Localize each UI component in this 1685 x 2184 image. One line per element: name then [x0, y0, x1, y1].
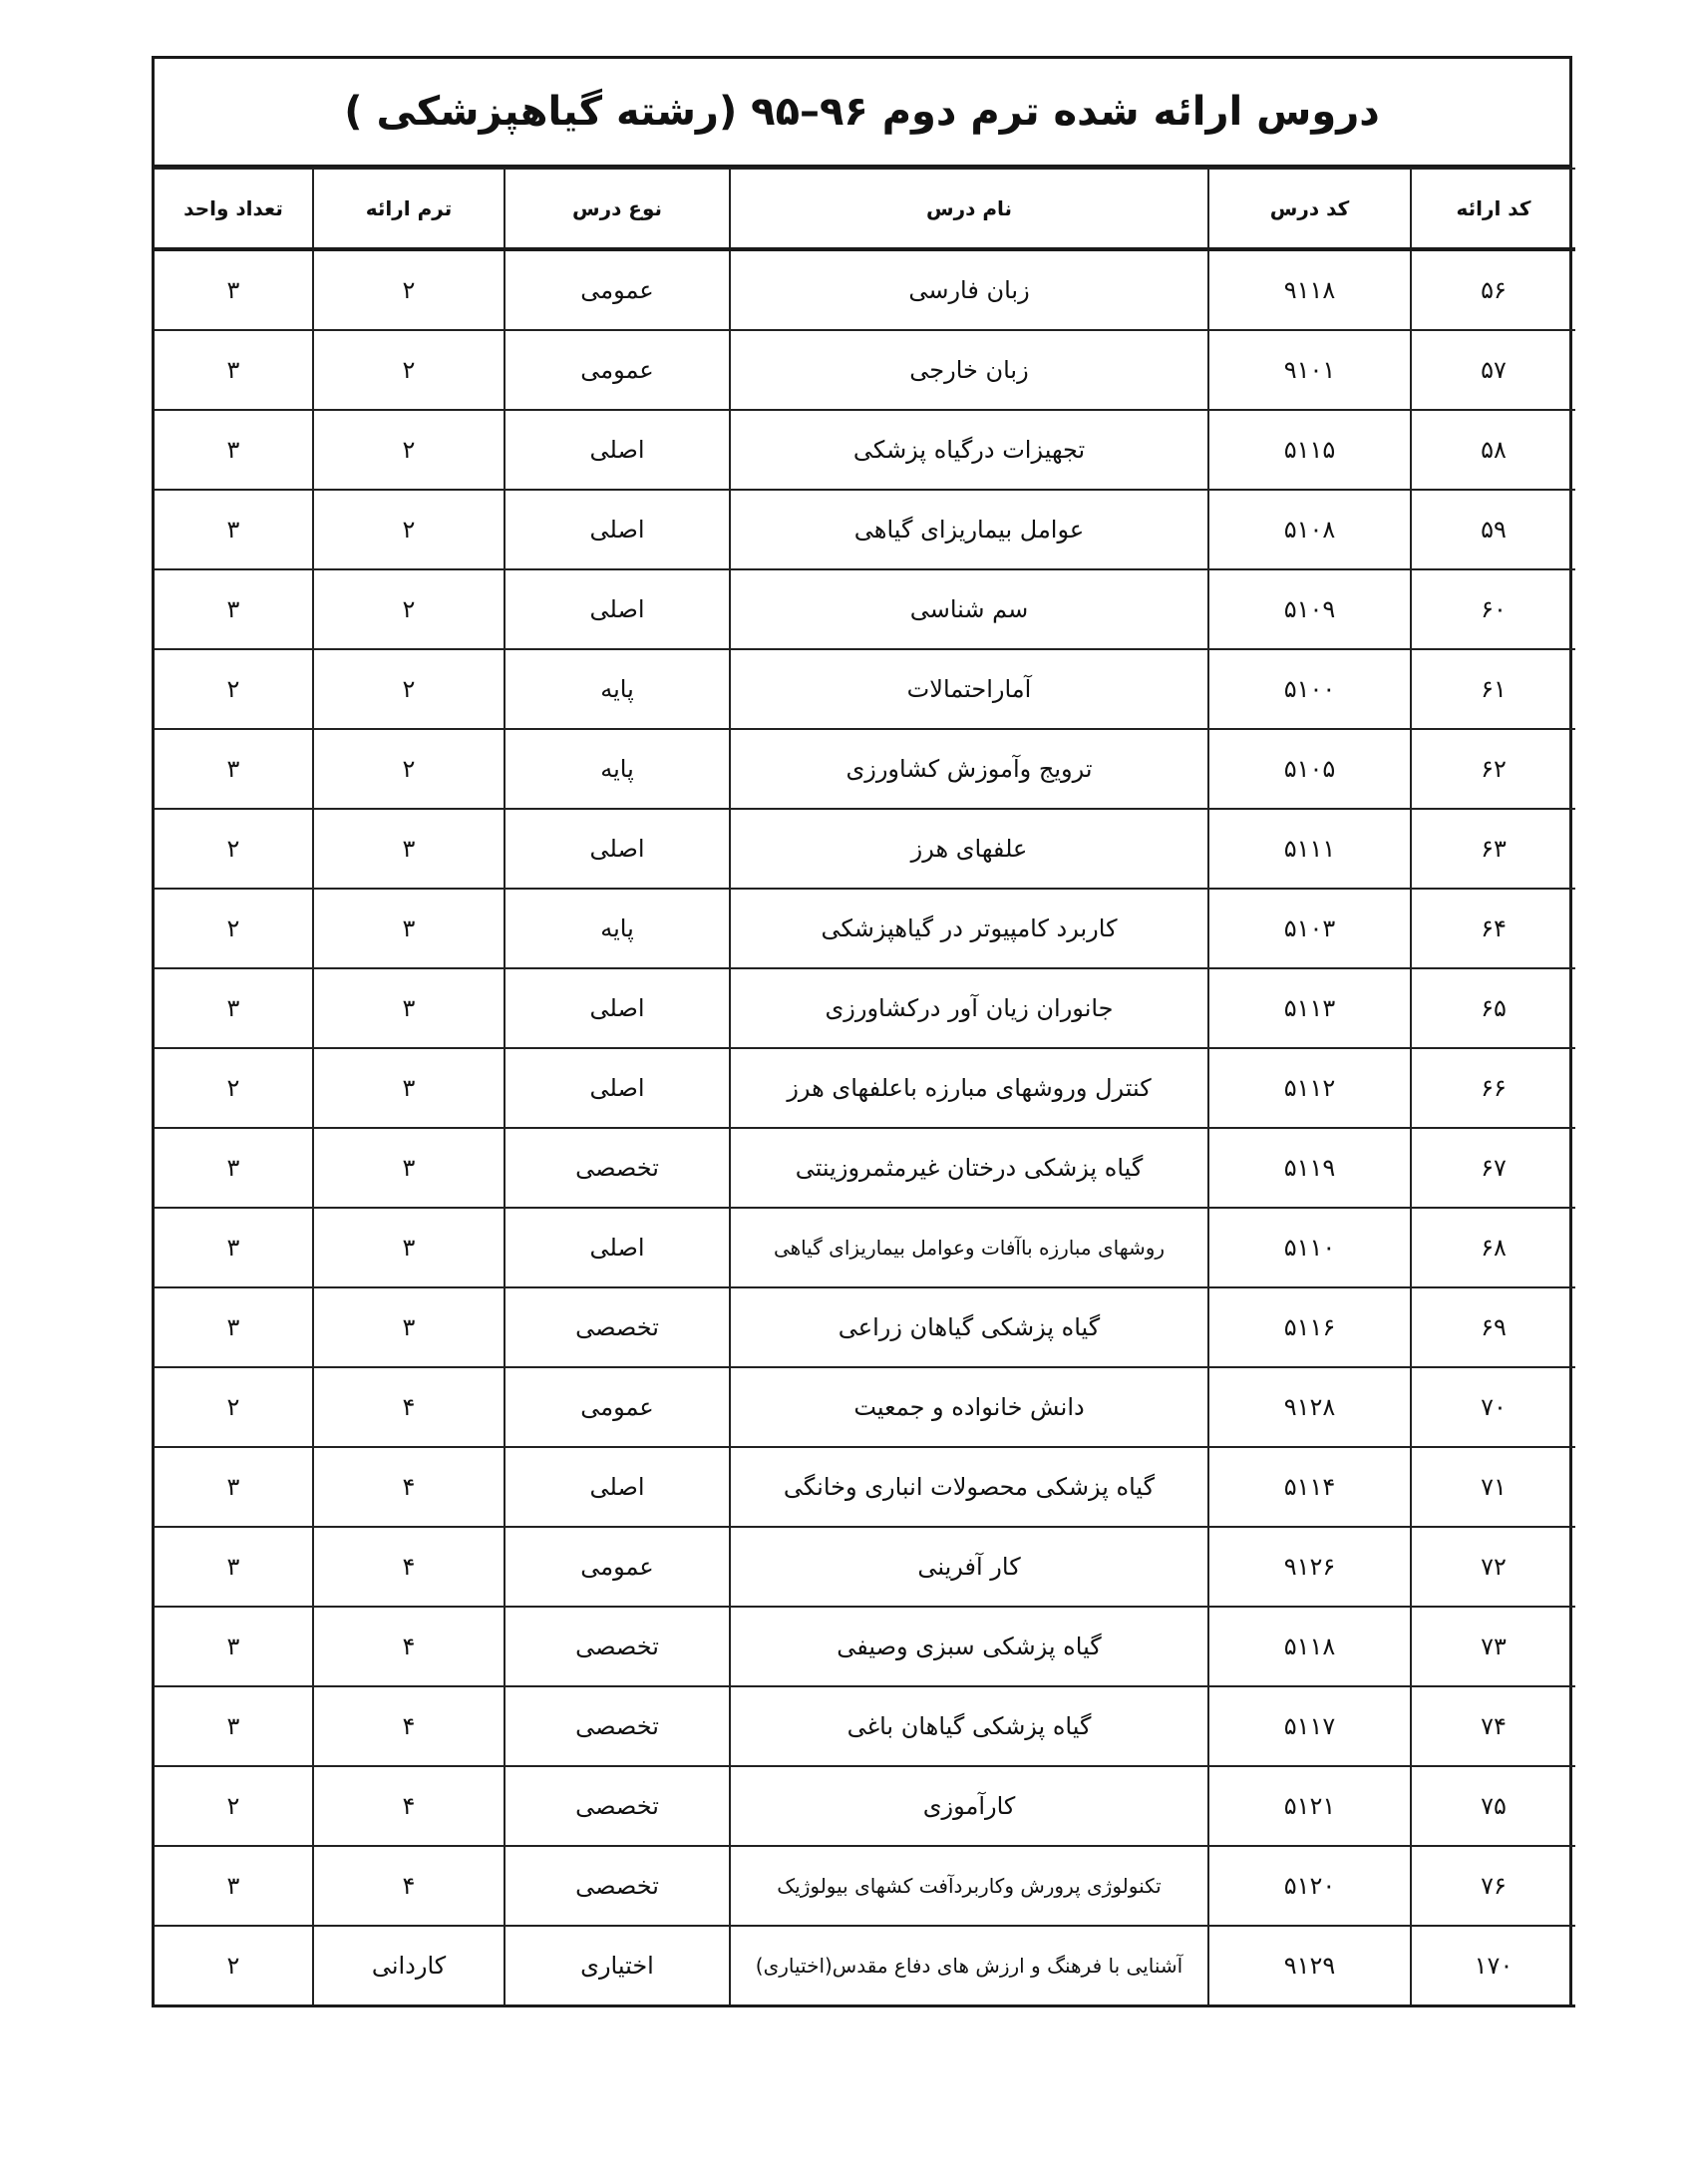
cell-term: ۳ — [313, 968, 505, 1048]
cell-course-code: ۵۱۲۱ — [1208, 1766, 1411, 1846]
cell-units: ۳ — [155, 1447, 313, 1527]
cell-units: ۳ — [155, 410, 313, 490]
cell-term: ۴ — [313, 1527, 505, 1607]
cell-offer-code: ۶۱ — [1411, 649, 1575, 729]
table-row — [155, 889, 1575, 968]
table-row — [155, 1208, 1575, 1287]
cell-units: ۲ — [155, 1048, 313, 1128]
cell-course-type: اصلی — [505, 968, 730, 1048]
cell-course-name: علفهای هرز — [730, 809, 1208, 889]
cell-course-type: تخصصی — [505, 1686, 730, 1766]
cell-course-type: عمومی — [505, 1527, 730, 1607]
cell-course-type: اصلی — [505, 1048, 730, 1128]
cell-offer-code: ۶۶ — [1411, 1048, 1575, 1128]
cell-course-code: ۵۱۱۰ — [1208, 1208, 1411, 1287]
cell-units: ۲ — [155, 1926, 313, 2006]
cell-course-name: گیاه پزشکی گیاهان زراعی — [730, 1287, 1208, 1367]
cell-course-type: اصلی — [505, 490, 730, 569]
table-row — [155, 1447, 1575, 1527]
cell-units: ۳ — [155, 1846, 313, 1926]
table-row — [155, 1607, 1575, 1686]
course-table — [155, 168, 1575, 2007]
cell-term: کاردانی — [313, 1926, 505, 2006]
cell-units: ۳ — [155, 1607, 313, 1686]
cell-course-code: ۵۱۱۷ — [1208, 1686, 1411, 1766]
table-row — [155, 649, 1575, 729]
cell-course-type: اصلی — [505, 569, 730, 649]
cell-course-code: ۹۱۱۸ — [1208, 249, 1411, 330]
cell-units: ۳ — [155, 968, 313, 1048]
cell-term: ۲ — [313, 490, 505, 569]
table-row — [155, 490, 1575, 569]
table-row — [155, 249, 1575, 330]
cell-course-name: گیاه پزشکی درختان غیرمثمروزینتی — [730, 1128, 1208, 1208]
cell-offer-code: ۷۰ — [1411, 1367, 1575, 1447]
cell-term: ۴ — [313, 1766, 505, 1846]
cell-course-code: ۵۱۱۴ — [1208, 1447, 1411, 1527]
cell-term: ۴ — [313, 1686, 505, 1766]
cell-course-name: عوامل بیماریزای گیاهی — [730, 490, 1208, 569]
cell-offer-code: ۵۶ — [1411, 249, 1575, 330]
cell-units: ۳ — [155, 1287, 313, 1367]
table-row — [155, 1287, 1575, 1367]
cell-units: ۳ — [155, 1686, 313, 1766]
table-row — [155, 968, 1575, 1048]
cell-course-name: زبان فارسی — [730, 249, 1208, 330]
cell-course-code: ۵۱۱۱ — [1208, 809, 1411, 889]
cell-term: ۴ — [313, 1447, 505, 1527]
cell-term: ۲ — [313, 649, 505, 729]
cell-course-code: ۵۱۱۸ — [1208, 1607, 1411, 1686]
cell-offer-code: ۶۷ — [1411, 1128, 1575, 1208]
cell-course-name: کار آفرینی — [730, 1527, 1208, 1607]
cell-course-code: ۹۱۲۶ — [1208, 1527, 1411, 1607]
cell-course-type: عمومی — [505, 330, 730, 410]
cell-course-name: آماراحتمالات — [730, 649, 1208, 729]
cell-course-code: ۹۱۰۱ — [1208, 330, 1411, 410]
cell-course-code: ۵۱۰۰ — [1208, 649, 1411, 729]
cell-offer-code: ۶۸ — [1411, 1208, 1575, 1287]
cell-course-code: ۵۱۲۰ — [1208, 1846, 1411, 1926]
cell-course-name: روشهای مبارزه باآفات وعوامل بیماریزای گیاهی — [730, 1208, 1208, 1287]
header-offer-code: کد ارائه — [1411, 169, 1575, 249]
cell-offer-code: ۵۸ — [1411, 410, 1575, 490]
cell-offer-code: ۷۲ — [1411, 1527, 1575, 1607]
cell-course-name: تکنولوژی پرورش وکاربردآفت کشهای بیولوژیک — [730, 1846, 1208, 1926]
cell-course-name: ترویج وآموزش کشاورزی — [730, 729, 1208, 809]
cell-course-code: ۵۱۰۸ — [1208, 490, 1411, 569]
header-course-code: کد درس — [1208, 169, 1411, 249]
cell-offer-code: ۶۵ — [1411, 968, 1575, 1048]
cell-course-name: کارآموزی — [730, 1766, 1208, 1846]
cell-term: ۳ — [313, 809, 505, 889]
cell-course-name: گیاه پزشکی گیاهان باغی — [730, 1686, 1208, 1766]
cell-course-name: زبان خارجی — [730, 330, 1208, 410]
cell-course-name: گیاه پزشکی محصولات انباری وخانگی — [730, 1447, 1208, 1527]
cell-offer-code: ۷۵ — [1411, 1766, 1575, 1846]
cell-course-name: جانوران زیان آور درکشاورزی — [730, 968, 1208, 1048]
cell-course-code: ۵۱۱۶ — [1208, 1287, 1411, 1367]
table-row — [155, 1527, 1575, 1607]
table-row — [155, 410, 1575, 490]
header-term: ترم ارائه — [313, 169, 505, 249]
cell-units: ۳ — [155, 490, 313, 569]
cell-term: ۳ — [313, 1048, 505, 1128]
cell-course-type: تخصصی — [505, 1128, 730, 1208]
table-row — [155, 569, 1575, 649]
cell-term: ۲ — [313, 410, 505, 490]
cell-course-name: آشنایی با فرهنگ و ارزش های دفاع مقدس(اختیاری) — [730, 1926, 1208, 2006]
cell-units: ۳ — [155, 1527, 313, 1607]
cell-term: ۳ — [313, 1128, 505, 1208]
cell-term: ۳ — [313, 1287, 505, 1367]
cell-units: ۲ — [155, 889, 313, 968]
cell-offer-code: ۵۹ — [1411, 490, 1575, 569]
cell-course-type: عمومی — [505, 1367, 730, 1447]
cell-course-type: پایه — [505, 729, 730, 809]
cell-term: ۲ — [313, 569, 505, 649]
cell-units: ۳ — [155, 729, 313, 809]
table-row — [155, 1766, 1575, 1846]
cell-course-type: اصلی — [505, 809, 730, 889]
cell-course-type: پایه — [505, 889, 730, 968]
cell-offer-code: ۵۷ — [1411, 330, 1575, 410]
cell-course-name: سم شناسی — [730, 569, 1208, 649]
cell-offer-code: ۶۲ — [1411, 729, 1575, 809]
cell-course-name: کنترل وروشهای مبارزه باعلفهای هرز — [730, 1048, 1208, 1128]
table-row — [155, 1367, 1575, 1447]
header-course-name: نام درس — [730, 169, 1208, 249]
cell-term: ۲ — [313, 330, 505, 410]
cell-offer-code: ۶۳ — [1411, 809, 1575, 889]
header-units: تعداد واحد — [155, 169, 313, 249]
cell-units: ۳ — [155, 569, 313, 649]
cell-course-code: ۵۱۱۳ — [1208, 968, 1411, 1048]
table-row — [155, 1846, 1575, 1926]
table-row — [155, 729, 1575, 809]
cell-units: ۳ — [155, 249, 313, 330]
page-title: دروس ارائه شده ترم دوم ۹۶–۹۵ (رشته گیاهپزشکی ) — [344, 89, 1380, 135]
cell-course-code: ۵۱۰۳ — [1208, 889, 1411, 968]
cell-offer-code: ۷۶ — [1411, 1846, 1575, 1926]
cell-offer-code: ۷۳ — [1411, 1607, 1575, 1686]
table-row — [155, 1926, 1575, 2006]
cell-units: ۳ — [155, 330, 313, 410]
cell-term: ۴ — [313, 1607, 505, 1686]
table-body — [155, 249, 1575, 2006]
cell-offer-code: ۷۴ — [1411, 1686, 1575, 1766]
cell-course-type: تخصصی — [505, 1846, 730, 1926]
cell-offer-code: ۶۴ — [1411, 889, 1575, 968]
cell-offer-code: ۶۹ — [1411, 1287, 1575, 1367]
cell-term: ۴ — [313, 1846, 505, 1926]
cell-course-type: تخصصی — [505, 1287, 730, 1367]
cell-units: ۲ — [155, 1367, 313, 1447]
cell-course-type: تخصصی — [505, 1607, 730, 1686]
cell-course-type: تخصصی — [505, 1766, 730, 1846]
cell-course-type: اصلی — [505, 410, 730, 490]
cell-course-code: ۵۱۱۲ — [1208, 1048, 1411, 1128]
cell-offer-code: ۱۷۰ — [1411, 1926, 1575, 2006]
cell-course-code: ۵۱۰۵ — [1208, 729, 1411, 809]
cell-units: ۳ — [155, 1208, 313, 1287]
cell-course-type: پایه — [505, 649, 730, 729]
cell-course-name: دانش خانواده و جمعیت — [730, 1367, 1208, 1447]
table-row — [155, 1128, 1575, 1208]
table-header-row — [155, 169, 1575, 249]
cell-term: ۳ — [313, 889, 505, 968]
header-course-type: نوع درس — [505, 169, 730, 249]
table-row — [155, 809, 1575, 889]
cell-term: ۲ — [313, 729, 505, 809]
cell-course-type: اصلی — [505, 1447, 730, 1527]
cell-course-code: ۵۱۱۹ — [1208, 1128, 1411, 1208]
cell-units: ۲ — [155, 1766, 313, 1846]
cell-course-code: ۵۱۰۹ — [1208, 569, 1411, 649]
cell-units: ۲ — [155, 809, 313, 889]
cell-term: ۴ — [313, 1367, 505, 1447]
cell-term: ۲ — [313, 249, 505, 330]
cell-course-code: ۹۱۲۸ — [1208, 1367, 1411, 1447]
cell-course-code: ۵۱۱۵ — [1208, 410, 1411, 490]
cell-course-code: ۹۱۲۹ — [1208, 1926, 1411, 2006]
course-offerings-sheet — [152, 56, 1572, 2007]
cell-term: ۳ — [313, 1208, 505, 1287]
cell-course-type: عمومی — [505, 249, 730, 330]
table-row — [155, 330, 1575, 410]
cell-course-type: اصلی — [505, 1208, 730, 1287]
cell-offer-code: ۷۱ — [1411, 1447, 1575, 1527]
cell-course-name: گیاه پزشکی سبزی وصیفی — [730, 1607, 1208, 1686]
cell-units: ۲ — [155, 649, 313, 729]
cell-course-name: کاربرد کامپیوتر در گیاهپزشکی — [730, 889, 1208, 968]
cell-units: ۳ — [155, 1128, 313, 1208]
cell-offer-code: ۶۰ — [1411, 569, 1575, 649]
cell-course-name: تجهیزات درگیاه پزشکی — [730, 410, 1208, 490]
cell-course-type: اختیاری — [505, 1926, 730, 2006]
table-row — [155, 1686, 1575, 1766]
title-box — [155, 59, 1569, 168]
table-row — [155, 1048, 1575, 1128]
